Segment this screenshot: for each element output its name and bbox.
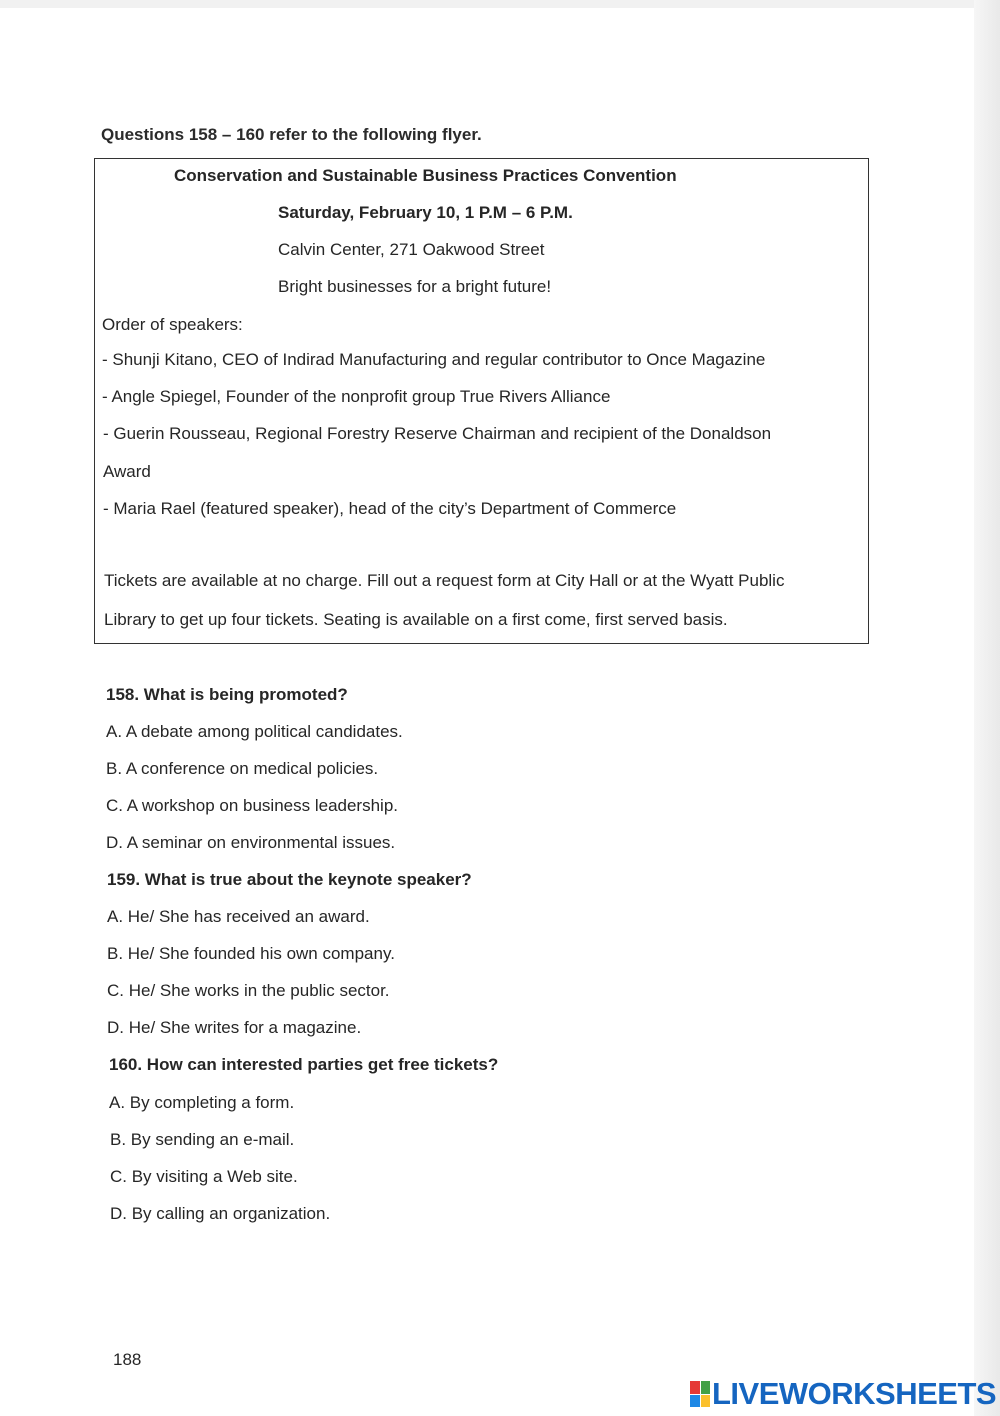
instructions: Questions 158 – 160 refer to the following flyer. — [101, 125, 482, 144]
question-text: 160. How can interested parties get free tickets? — [109, 1055, 499, 1074]
speaker-item: - Guerin Rousseau, Regional Forestry Reserve Chairman and recipient of the Donaldson — [103, 424, 772, 443]
question-text: 159. What is true about the keynote speaker? — [107, 870, 472, 889]
speaker-item-continued: Award — [103, 462, 151, 481]
speaker-item: - Maria Rael (featured speaker), head of the city’s Department of Commerce — [103, 499, 677, 518]
answer-option[interactable]: A. By completing a form. — [109, 1093, 295, 1112]
answer-option[interactable]: D. He/ She writes for a magazine. — [107, 1018, 362, 1037]
flyer-location: Calvin Center, 271 Oakwood Street — [278, 240, 545, 259]
liveworksheets-brand[interactable] — [690, 1376, 996, 1412]
speakers-heading: Order of speakers: — [102, 315, 243, 334]
answer-option[interactable]: B. By sending an e-mail. — [110, 1130, 295, 1149]
answer-option[interactable]: C. He/ She works in the public sector. — [107, 981, 390, 1000]
logo-square — [701, 1395, 711, 1408]
flyer-title: Conservation and Sustainable Business Practices Convention — [174, 166, 677, 185]
flyer-slogan: Bright businesses for a bright future! — [278, 277, 552, 296]
answer-option[interactable]: D. By calling an organization. — [110, 1204, 331, 1223]
answer-option[interactable]: C. A workshop on business leadership. — [106, 796, 399, 815]
answer-option[interactable]: B. He/ She founded his own company. — [107, 944, 395, 963]
flyer-box — [94, 158, 869, 644]
logo-square — [701, 1381, 711, 1394]
flyer-date: Saturday, February 10, 1 P.M – 6 P.M. — [278, 203, 573, 222]
scan-edge — [0, 0, 1000, 8]
question-text: 158. What is being promoted? — [106, 685, 348, 704]
answer-option[interactable]: A. He/ She has received an award. — [107, 907, 370, 926]
logo-square — [690, 1395, 700, 1408]
speaker-item: - Shunji Kitano, CEO of Indirad Manufacturing and regular contributor to Once Magazine — [102, 350, 766, 369]
page-shadow — [974, 0, 1000, 1416]
page-number: 188 — [113, 1350, 142, 1369]
answer-option[interactable]: C. By visiting a Web site. — [110, 1167, 298, 1186]
answer-option[interactable]: D. A seminar on environmental issues. — [106, 833, 396, 852]
answer-option[interactable]: B. A conference on medical policies. — [106, 759, 379, 778]
brand-text: LIVEWORKSHEETS — [712, 1376, 997, 1411]
tickets-text: Library to get up four tickets. Seating is available on a first come, first served basis. — [104, 610, 728, 629]
logo-square — [690, 1381, 700, 1394]
tickets-text: Tickets are available at no charge. Fill out a request form at City Hall or at the Wyatt Public — [104, 571, 785, 590]
answer-option[interactable]: A. A debate among political candidates. — [106, 722, 403, 741]
speaker-item: - Angle Spiegel, Founder of the nonprofit group True Rivers Alliance — [102, 387, 611, 406]
liveworksheets-logo-icon — [690, 1381, 710, 1407]
